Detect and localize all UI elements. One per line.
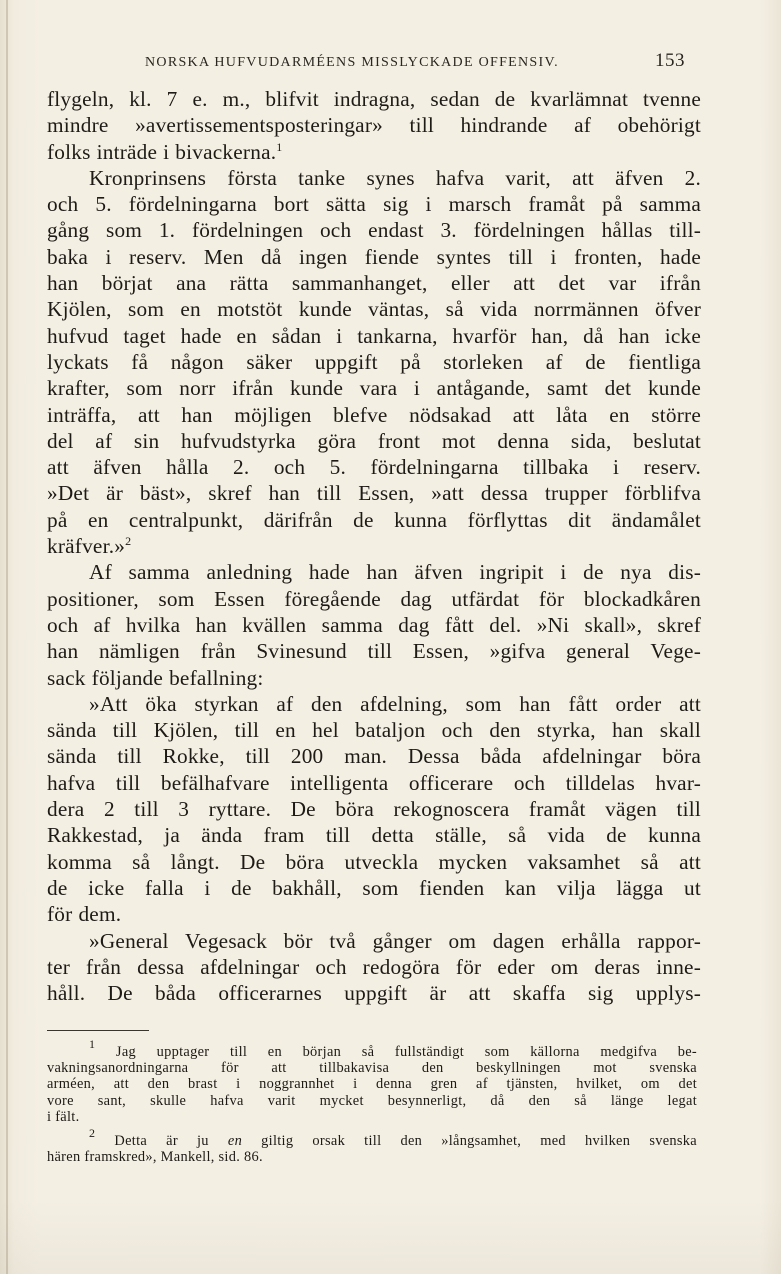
footnote-reference: 2: [125, 534, 132, 549]
body-line: baka i reserv. Men då ingen fiende syntes till i fronten, hade: [47, 244, 701, 269]
footnote-1-line: $^1$ Jag upptager till en början så fullständigt som källorna medgifva be-: [89, 1037, 697, 1060]
running-header: [145, 50, 685, 72]
body-line: de icke falla i de bakhåll, som fienden kan vilja lägga ut: [47, 875, 701, 900]
body-line: inträffa, att han möjligen blefve nödsakad att låta en större: [47, 402, 701, 427]
body-line: del af sin hufvudstyrka göra front mot denna sida, beslutat: [47, 428, 701, 453]
body-line: kräfver.»$^2$: [47, 534, 132, 559]
body-line: för dem.: [47, 902, 122, 927]
footnote-2: [47, 1125, 697, 1166]
body-line: håll. De båda officerarnes uppgift är att skaffa sig upplys-: [47, 981, 701, 1006]
body-line: »Att öka styrkan af den afdelning, som han fått order att: [89, 691, 701, 716]
body-line: han nämligen från Svinesund till Essen, »gifva general Vege-: [47, 639, 701, 664]
footnote-2-line: hären framskred», Mankell, sid. 86.: [47, 1149, 263, 1166]
page-bottom-shade: [0, 1200, 781, 1274]
footnotes: [47, 1037, 697, 1166]
footnote-1-line: arméen, att den brast i noggrannhet i denna gren af tjänsten, hvilket, om det: [47, 1076, 697, 1093]
footnote-1-line: i fält.: [47, 1108, 80, 1125]
body-line: »General Vegesack bör två gånger om dagen erhålla rappor-: [89, 928, 701, 953]
body-line: och af hvilka han kvällen samma dag fått del. »Ni skall», skref: [47, 612, 701, 637]
page-number: 153: [655, 50, 685, 71]
footnote-1-line: vore sant, skulle hafva varit mycket besynnerligt, då den så länge legat: [47, 1092, 697, 1109]
body-line: mindre »avertissementsposteringar» till hindrande af obehörigt: [47, 113, 701, 138]
body-line: han börjat ana rätta sammanhanget, eller att det var ifrån: [47, 271, 701, 296]
body-line: hufvud taget hade en sådan i tankarna, hvarför han, då han icke: [47, 323, 701, 348]
main-body-text: [47, 86, 701, 1006]
body-line: dera 2 till 3 ryttare. De böra rekognoscera framåt vägen till: [47, 797, 701, 822]
running-title: NORSKA HUFVUDARMÉENS MISSLYCKADE OFFENSIV.: [145, 55, 559, 70]
body-line: Af samma anledning hade han äfven ingripit i de nya dis-: [89, 560, 701, 585]
body-line: Kjölen, som en motstöt kunde väntas, så vida norrmännen öfver: [47, 297, 701, 322]
body-line: krafter, som norr ifrån kunde vara i antågande, samt det kunde: [47, 376, 701, 401]
body-line: hafva till befälhafvare intelligenta officerare och tilldelas hvar-: [47, 770, 701, 795]
body-line: ter från dessa afdelningar och redogöra för eder om deras inne-: [47, 954, 701, 979]
body-line: lyckats få någon säker uppgift på storleken af de fientliga: [47, 349, 701, 374]
body-line: gång som 1. fördelningen och endast 3. fördelningen hållas till-: [47, 218, 701, 243]
footnote-separator: [47, 1030, 149, 1031]
footnote-1-marker: 1: [89, 1037, 96, 1051]
body-line: att äfven hålla 2. och 5. fördelningarna tillbaka i reserv.: [47, 455, 701, 480]
body-line: positioner, som Essen föregående dag utfärdat för blockadkåren: [47, 586, 701, 611]
body-line: Kronprinsens första tanke synes hafva varit, att äfven 2.: [89, 165, 701, 190]
body-line: folks inträde i bivackerna.$^1$: [47, 139, 283, 164]
body-line: flygeln, kl. 7 e. m., blifvit indragna, sedan de kvarlämnat tvenne: [47, 87, 701, 111]
body-line: sända till Rokke, till 200 man. Dessa båda afdelningar böra: [47, 744, 701, 769]
body-line: »Det är bäst», skref han till Essen, »att dessa trupper förblifva: [47, 481, 701, 506]
body-line: sända till Kjölen, till en hel bataljon och den styrka, han skall: [47, 718, 701, 743]
footnote-reference: 1: [276, 139, 283, 154]
footnote-2-line: $^2$ Detta är ju en giltig orsak till den »långsamhet, med hvilken svenska: [89, 1125, 697, 1149]
footnote-1: [47, 1037, 697, 1125]
footnote-2-marker: 2: [89, 1125, 96, 1140]
page-spine-edge: [6, 0, 8, 1274]
body-line: komma så långt. De böra utveckla mycken vaksamhet så att: [47, 849, 701, 874]
body-line: sack följande befallning:: [47, 665, 264, 690]
body-line: på en centralpunkt, därifrån de kunna förflyttas dit ändamålet: [47, 507, 701, 532]
footnote-1-line: vakningsanordningarna för att tillbakavisa den beskyllningen mot svenska: [47, 1060, 697, 1077]
body-line: och 5. fördelningarna bort sätta sig i marsch framåt på samma: [47, 192, 701, 217]
body-line: Rakkestad, ja ända fram till detta ställe, så vida de kunna: [47, 823, 701, 848]
